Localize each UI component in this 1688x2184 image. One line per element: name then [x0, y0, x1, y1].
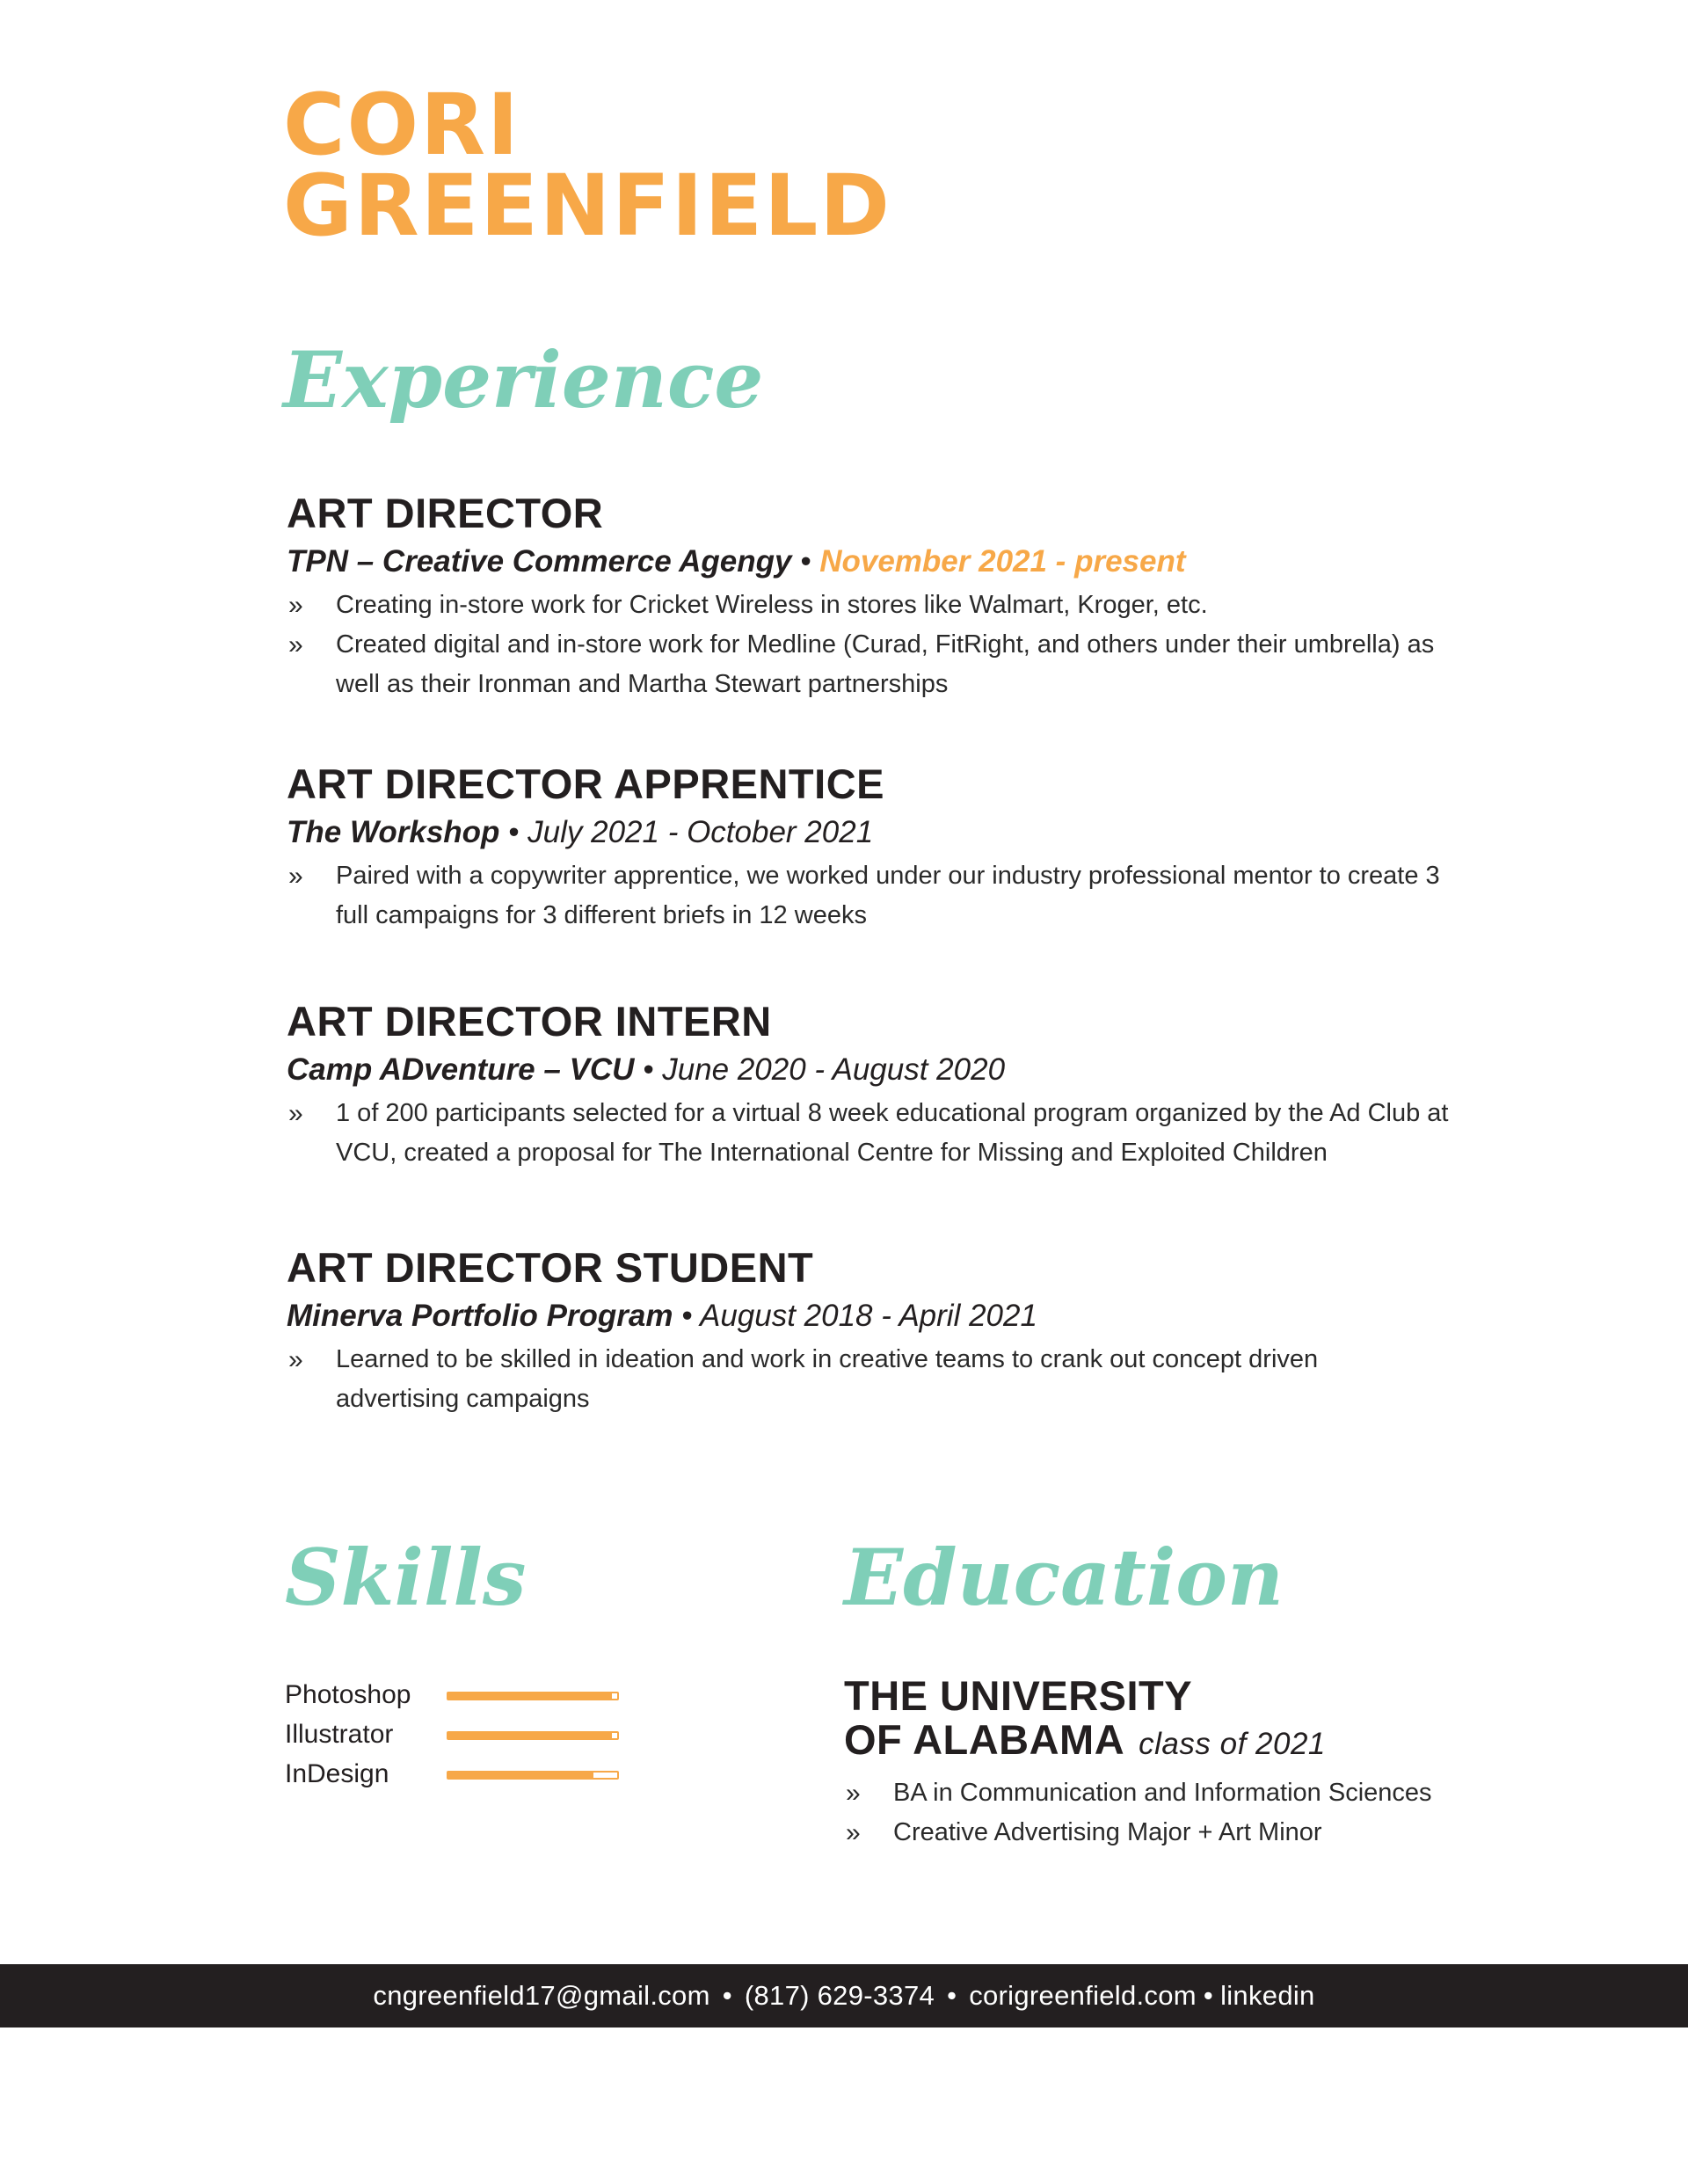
- bullet-text: Paired with a copywriter apprentice, we worked under our industry professional mentor to create 3 full campaigns for 3 different briefs in 12 weeks: [336, 862, 1440, 929]
- bullet-text: BA in Communication and Information Sciences: [893, 1779, 1432, 1807]
- job-org: TPN – Creative Commerce Agengy: [287, 544, 792, 579]
- bullet-mark: »: [846, 1779, 861, 1808]
- bullet-mark: »: [846, 1818, 861, 1847]
- bullet-text: Learned to be skilled in ideation and work in creative teams to crank out concept driven advertising campaigns: [336, 1345, 1319, 1413]
- skill-bar-fill: [448, 1693, 612, 1699]
- job-role: ART DIRECTOR STUDENT: [287, 1244, 814, 1291]
- skill-row: [285, 1755, 654, 1794]
- meta-separator: •: [643, 1052, 654, 1087]
- skill-label: InDesign: [285, 1759, 389, 1788]
- skill-bar-fill: [448, 1733, 612, 1738]
- job-org: The Workshop: [287, 815, 500, 849]
- meta-separator: •: [681, 1299, 693, 1333]
- job-entry: [287, 997, 1465, 1173]
- skill-label: Photoshop: [285, 1680, 411, 1709]
- job-date: June 2020 - August 2020: [662, 1052, 1006, 1087]
- job-date: November 2021 - present: [819, 544, 1186, 579]
- school-name: [844, 1674, 1512, 1766]
- bullet-item: [287, 586, 1456, 625]
- education-bullets: [844, 1773, 1512, 1853]
- job-role: ART DIRECTOR INTERN: [287, 998, 772, 1045]
- name-last: GREENFIELD: [283, 157, 891, 255]
- skills-heading: Skills: [285, 1532, 527, 1623]
- bullet-text: 1 of 200 participants selected for a virtual 8 week educational program organized by the Ad Club at VCU, created a proposal for The International Centre for Missing and Exploited Children: [336, 1099, 1449, 1167]
- bullet-item: [287, 625, 1456, 704]
- job-org: Minerva Portfolio Program: [287, 1299, 673, 1333]
- bullet-text: Creative Advertising Major + Art Minor: [893, 1818, 1322, 1846]
- bullet-text: Created digital and in-store work for Medline (Curad, FitRight, and others under their umbrella) as well as their Ironman and Martha Stewart partnerships: [336, 630, 1435, 698]
- skill-row: [285, 1676, 654, 1714]
- footer-separator: •: [1203, 1980, 1214, 2011]
- job-date: August 2018 - April 2021: [699, 1299, 1037, 1333]
- job-bullets: [287, 856, 1447, 935]
- education-heading: Education: [844, 1532, 1284, 1623]
- skill-bar: [447, 1771, 619, 1780]
- email-link[interactable]: cngreenfield17@gmail.com: [373, 1980, 710, 2011]
- job-meta: [287, 542, 1456, 582]
- job-role: ART DIRECTOR: [287, 490, 604, 536]
- skill-bar-fill: [448, 1773, 593, 1778]
- bullet-mark: »: [288, 862, 303, 891]
- school-line-1: THE UNIVERSITY: [844, 1672, 1193, 1719]
- phone-link[interactable]: (817) 629-3374: [744, 1980, 935, 2011]
- job-meta: [287, 812, 1447, 853]
- job-entry: [287, 489, 1456, 704]
- linkedin-link[interactable]: linkedin: [1220, 1980, 1315, 2011]
- job-bullets: [287, 1094, 1465, 1173]
- bullet-mark: »: [288, 1345, 303, 1374]
- bullet-item: [844, 1813, 1512, 1853]
- name-first: CORI: [283, 76, 520, 174]
- job-date: July 2021 - October 2021: [528, 815, 874, 849]
- bullet-item: [287, 856, 1447, 935]
- job-bullets: [287, 1340, 1342, 1419]
- skill-bar: [447, 1692, 619, 1700]
- job-role: ART DIRECTOR APPRENTICE: [287, 761, 884, 807]
- experience-heading: Experience: [283, 334, 764, 426]
- job-entry: [287, 760, 1447, 935]
- footer-separator: •: [722, 1980, 732, 2011]
- job-entry: [287, 1243, 1342, 1419]
- bullet-item: [844, 1773, 1512, 1813]
- meta-separator: •: [508, 815, 520, 849]
- bullet-item: [287, 1094, 1465, 1173]
- school-line-2: OF ALABAMA: [844, 1716, 1125, 1763]
- skill-row: [285, 1715, 654, 1754]
- skill-label: Illustrator: [285, 1720, 394, 1749]
- bullet-mark: »: [288, 1099, 303, 1128]
- bullet-item: [287, 1340, 1342, 1419]
- job-org: Camp ADventure – VCU: [287, 1052, 635, 1087]
- candidate-name: [283, 76, 891, 255]
- footer-separator: •: [947, 1980, 957, 2011]
- class-year: class of 2021: [1139, 1727, 1326, 1761]
- bullet-mark: »: [288, 630, 303, 659]
- website-link[interactable]: corigreenfield.com: [969, 1980, 1197, 2011]
- education-entry: [844, 1674, 1512, 1853]
- meta-separator: •: [800, 544, 811, 579]
- job-bullets: [287, 586, 1456, 704]
- contact-footer: [0, 1964, 1688, 2027]
- bullet-text: Creating in-store work for Cricket Wireless in stores like Walmart, Kroger, etc.: [336, 591, 1208, 619]
- skill-bar: [447, 1731, 619, 1740]
- bullet-mark: »: [288, 591, 303, 620]
- job-meta: [287, 1050, 1465, 1090]
- job-meta: [287, 1296, 1342, 1336]
